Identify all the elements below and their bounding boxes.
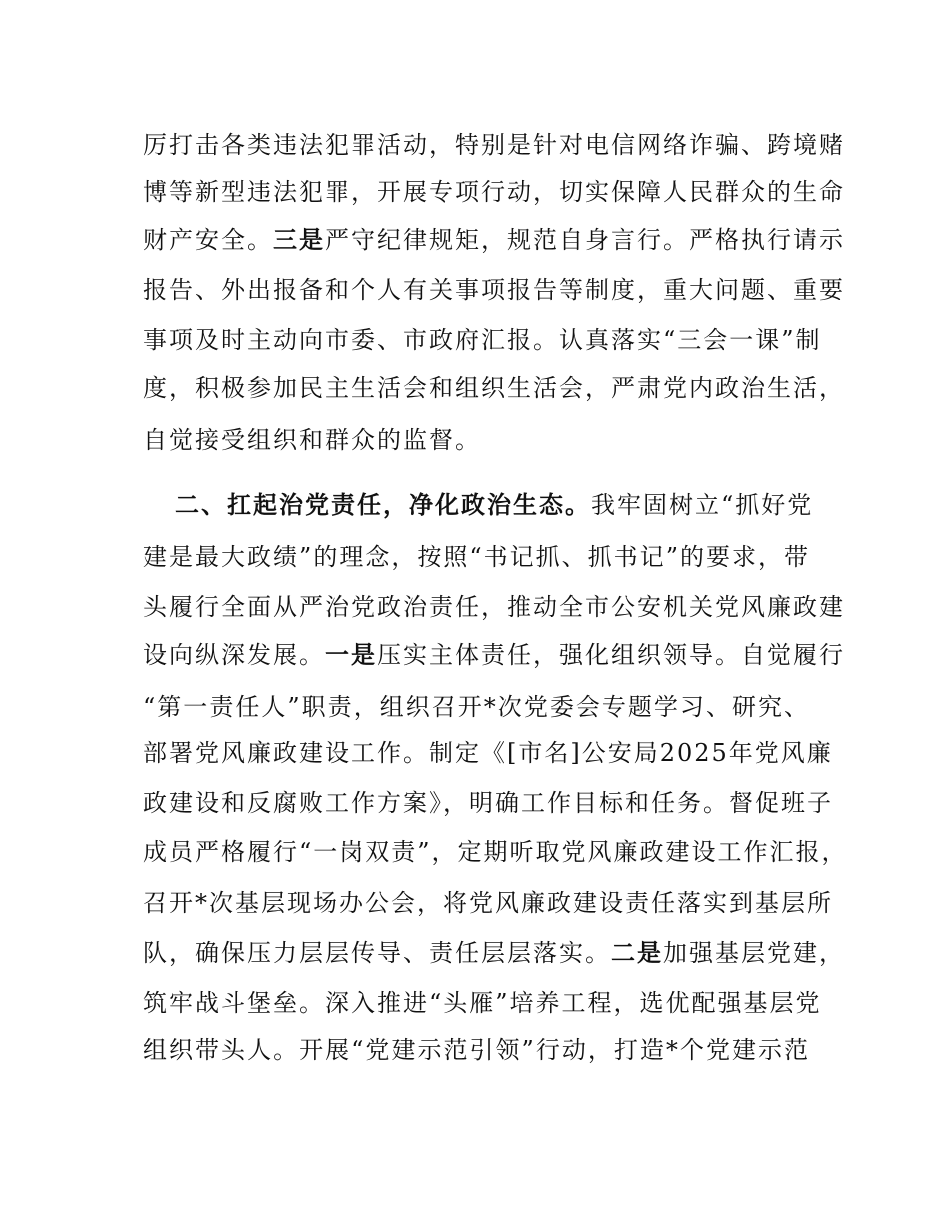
paragraph-line — [143, 787, 833, 819]
paragraph-line — [143, 372, 845, 404]
bold-text: 二、扛起治党责任，净化政治生态。 — [175, 491, 591, 519]
paragraph-line — [143, 176, 845, 208]
bold-text: 一是 — [325, 641, 377, 669]
paragraph-line — [143, 541, 810, 573]
body-text: 博等新型违法犯罪，开展专项行动，切实保障人民群众的生命 — [143, 178, 845, 206]
body-text: 厉打击各类违法犯罪活动，特别是针对电信网络诈骗、跨境赌 — [143, 131, 845, 159]
body-text: 财产安全。 — [143, 226, 273, 254]
body-text: 头履行全面从严治党政治责任，推动全市公安机关党风廉政建 — [143, 593, 845, 621]
body-text: 部署党风廉政建设工作。制定《[市名]公安局2025年党风廉 — [143, 739, 833, 767]
body-text: 成员严格履行“一岗双责”，定期听取党风廉政建设工作汇报， — [143, 838, 848, 866]
paragraph-line — [143, 274, 845, 306]
body-text: 自觉接受组织和群众的监督。 — [143, 426, 481, 454]
body-text: “第一责任人”职责，组织召开*次党委会专题学习、研究、 — [143, 693, 810, 721]
paragraph-line — [143, 691, 810, 723]
body-text: 加强基层党建， — [663, 939, 845, 967]
paragraph-line — [143, 836, 848, 868]
paragraph-line — [143, 639, 845, 671]
paragraph-line — [143, 887, 833, 919]
body-text: 召开*次基层现场办公会，将党风廉政建设责任落实到基层所 — [143, 889, 833, 917]
body-text: 严守纪律规矩，规范自身言行。严格执行请示 — [325, 226, 845, 254]
body-text: 筑牢战斗堡垒。深入推进“头雁”培养工程，选优配强基层党 — [143, 989, 822, 1017]
body-text: 队，确保压力层层传导、责任层层落实。 — [143, 939, 611, 967]
paragraph-line — [143, 224, 845, 256]
body-text: 设向纵深发展。 — [143, 641, 325, 669]
paragraph-line — [143, 324, 822, 356]
paragraph-line — [143, 737, 833, 769]
body-text: 政建设和反腐败工作方案》，明确工作目标和任务。督促班子 — [143, 789, 833, 817]
paragraph-line — [143, 987, 822, 1019]
body-text: 建是最大政绩”的理念，按照“书记抓、抓书记”的要求，带 — [143, 543, 810, 571]
body-text: 度，积极参加民主生活会和组织生活会，严肃党内政治生活， — [143, 374, 845, 402]
body-text: 压实主体责任，强化组织领导。自觉履行 — [377, 641, 845, 669]
paragraph-line — [175, 489, 814, 521]
bold-text: 三是 — [273, 226, 325, 254]
paragraph-line — [143, 1034, 810, 1066]
body-text: 我牢固树立“抓好党 — [591, 491, 814, 519]
paragraph-line — [143, 129, 845, 161]
body-text: 组织带头人。开展“党建示范引领”行动，打造*个党建示范 — [143, 1036, 810, 1064]
body-text: 事项及时主动向市委、市政府汇报。认真落实“三会一课”制 — [143, 326, 822, 354]
bold-text: 二是 — [611, 939, 663, 967]
paragraph-line — [143, 424, 810, 456]
paragraph-line — [143, 591, 845, 623]
paragraph-line — [143, 937, 845, 969]
body-text: 报告、外出报备和个人有关事项报告等制度，重大问题、重要 — [143, 276, 845, 304]
